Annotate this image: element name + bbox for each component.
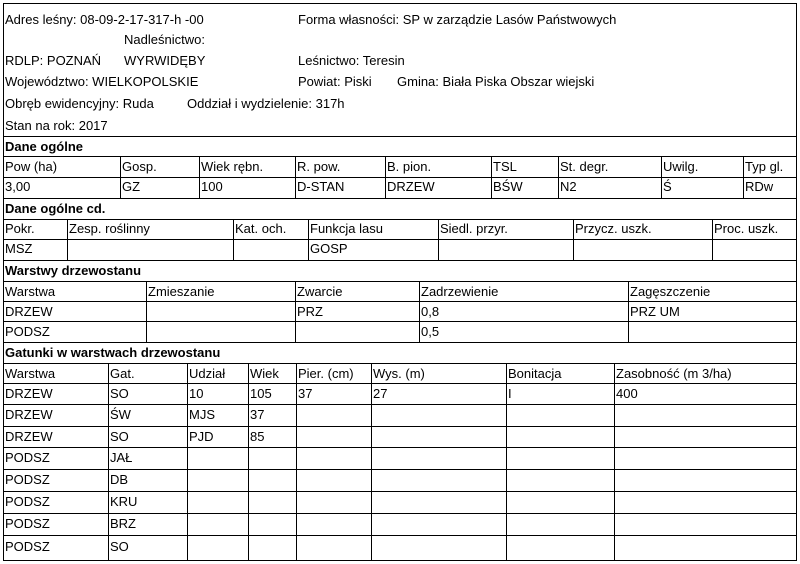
col-header: Wiek rębn. — [201, 159, 264, 174]
col-divider — [295, 156, 296, 198]
section-title-gatunki: Gatunki w warstwach drzewostanu — [5, 345, 221, 360]
table-cell: SO — [110, 386, 129, 401]
col-header: Udział — [189, 366, 226, 381]
table-cell: PODSZ — [5, 494, 50, 509]
col-header: Pokr. — [5, 221, 35, 236]
section-title-dane-ogolne-cd: Dane ogólne cd. — [5, 201, 106, 216]
rule — [3, 177, 797, 178]
table-cell: 85 — [250, 429, 265, 444]
table-cell: GZ — [122, 179, 141, 194]
rule — [3, 198, 797, 199]
col-divider — [628, 281, 629, 342]
col-divider — [661, 156, 662, 198]
col-divider — [108, 363, 109, 560]
rule — [3, 281, 797, 282]
table-cell: 27 — [373, 386, 388, 401]
table-cell: 0,8 — [421, 304, 440, 319]
table-cell: 400 — [616, 386, 638, 401]
rule — [3, 239, 797, 240]
rule — [3, 363, 797, 364]
section-title-warstwy: Warstwy drzewostanu — [5, 263, 142, 278]
col-divider — [491, 156, 492, 198]
col-divider — [573, 219, 574, 260]
col-header: Funkcja lasu — [310, 221, 383, 236]
table-cell: DB — [110, 472, 129, 487]
table-cell: SO — [110, 429, 129, 444]
col-divider — [614, 363, 615, 560]
table-cell: PODSZ — [5, 539, 50, 554]
col-divider — [385, 156, 386, 198]
rule — [3, 321, 797, 322]
table-cell: PJD — [189, 429, 214, 444]
table-cell: 3,00 — [5, 179, 31, 194]
table-cell: PODSZ — [5, 324, 50, 339]
wojewodztwo: Województwo: WIELKOPOLSKIE — [5, 74, 199, 89]
rule — [3, 491, 797, 492]
col-header: Zmieszanie — [148, 284, 215, 299]
rule — [3, 447, 797, 448]
forma-wlasnosci: Forma własności: SP w zarządzie Lasów Państwowych — [298, 12, 617, 27]
table-cell: 0,5 — [421, 324, 440, 339]
col-divider — [120, 156, 121, 198]
table-cell: SO — [110, 539, 129, 554]
col-divider — [743, 156, 744, 198]
table-cell: DRZEW — [5, 407, 53, 422]
table-cell: PRZ UM — [630, 304, 680, 319]
col-header: Zwarcie — [297, 284, 343, 299]
table-cell: PODSZ — [5, 450, 50, 465]
rule — [3, 301, 797, 302]
col-header: Przycz. uszk. — [575, 221, 652, 236]
lesnictwo: Leśnictwo: Teresin — [298, 53, 405, 68]
col-header: Typ gl. — [745, 159, 784, 174]
col-divider — [308, 219, 309, 260]
col-header: Wys. (m) — [373, 366, 425, 381]
adres-lesny: Adres leśny: 08-09-2-17-317-h -00 — [5, 12, 204, 27]
table-cell: N2 — [560, 179, 577, 194]
col-divider — [506, 363, 507, 560]
col-header: Proc. uszk. — [714, 221, 779, 236]
gmina: Gmina: Biała Piska Obszar wiejski — [397, 74, 595, 89]
col-header: Uwilg. — [663, 159, 699, 174]
rule — [3, 426, 797, 427]
table-cell: BRZ — [110, 516, 136, 531]
table-cell: DRZEW — [5, 429, 53, 444]
table-cell: I — [508, 386, 512, 401]
table-cell: DRZEW — [387, 179, 435, 194]
col-header: Siedl. przyr. — [440, 221, 508, 236]
table-cell: 105 — [250, 386, 272, 401]
rule — [3, 260, 797, 261]
header-divider — [3, 136, 797, 137]
col-divider — [295, 281, 296, 342]
oddzial: Oddział i wydzielenie: 317h — [187, 96, 345, 111]
table-cell: 37 — [250, 407, 265, 422]
col-header: Zadrzewienie — [421, 284, 499, 299]
rule — [3, 404, 797, 405]
col-divider — [558, 156, 559, 198]
col-header: Warstwa — [5, 284, 56, 299]
col-header: St. degr. — [560, 159, 609, 174]
rule — [3, 469, 797, 470]
col-divider — [187, 363, 188, 560]
table-cell: D-STAN — [297, 179, 345, 194]
col-header: Kat. och. — [235, 221, 287, 236]
col-header: B. pion. — [387, 159, 432, 174]
table-cell: JAŁ — [110, 450, 133, 465]
col-divider — [146, 281, 147, 342]
obreb: Obręb ewidencyjny: Ruda — [5, 96, 154, 111]
rule — [3, 219, 797, 220]
col-header: Pow (ha) — [5, 159, 58, 174]
table-cell: ŚW — [110, 407, 131, 422]
col-header: Bonitacja — [508, 366, 562, 381]
rule — [3, 156, 797, 157]
col-divider — [438, 219, 439, 260]
col-header: Zagęszczenie — [630, 284, 711, 299]
table-cell: 10 — [189, 386, 204, 401]
col-header: Gat. — [110, 366, 135, 381]
table-cell: 100 — [201, 179, 223, 194]
table-cell: DRZEW — [5, 386, 53, 401]
col-divider — [67, 219, 68, 260]
rule — [3, 513, 797, 514]
table-cell: MSZ — [5, 241, 33, 256]
col-header: Pier. (cm) — [298, 366, 354, 381]
col-divider — [712, 219, 713, 260]
col-divider — [248, 363, 249, 560]
table-cell: PODSZ — [5, 472, 50, 487]
col-header: Zasobność (m 3/ha) — [616, 366, 732, 381]
col-header: R. pow. — [297, 159, 341, 174]
table-cell: 37 — [298, 386, 313, 401]
col-divider — [199, 156, 200, 198]
rdlp: RDLP: POZNAŃ — [5, 53, 102, 68]
rule — [3, 342, 797, 343]
col-header: Zesp. roślinny — [69, 221, 150, 236]
col-header: Warstwa — [5, 366, 56, 381]
col-divider — [233, 219, 234, 260]
col-divider — [419, 281, 420, 342]
table-cell: GOSP — [310, 241, 348, 256]
section-title-dane-ogolne: Dane ogólne — [5, 139, 84, 154]
col-header: TSL — [493, 159, 517, 174]
nadlesnictwo-value: WYRWIDĘBY — [124, 53, 206, 68]
stan-na-rok: Stan na rok: 2017 — [5, 118, 108, 133]
col-header: Gosp. — [122, 159, 157, 174]
col-header: Wiek — [250, 366, 279, 381]
col-divider — [371, 363, 372, 560]
table-cell: RDw — [745, 179, 774, 194]
rule — [3, 383, 797, 384]
rule — [3, 535, 797, 536]
table-cell: BŚW — [493, 179, 523, 194]
table-cell: PODSZ — [5, 516, 50, 531]
col-divider — [296, 363, 297, 560]
table-cell: PRZ — [297, 304, 323, 319]
table-cell: Ś — [663, 179, 672, 194]
table-cell: DRZEW — [5, 304, 53, 319]
table-cell: KRU — [110, 494, 138, 509]
table-cell: MJS — [189, 407, 215, 422]
powiat: Powiat: Piski — [298, 74, 372, 89]
nadlesnictwo-label: Nadleśnictwo: — [124, 32, 205, 47]
